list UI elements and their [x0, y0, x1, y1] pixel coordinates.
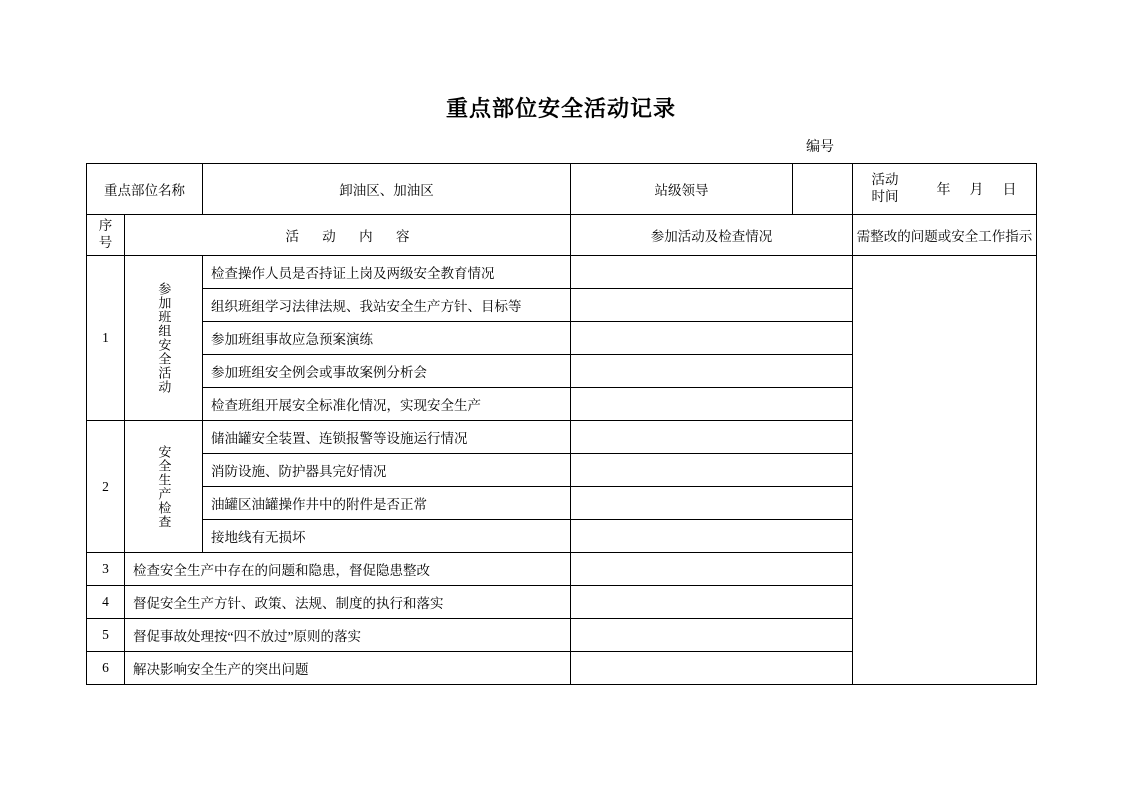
leader-label-cell: 站级领导 [571, 164, 793, 215]
column-index-header: 序 号 [87, 215, 125, 256]
activity-item-text: 接地线有无损坏 [203, 520, 571, 553]
page-title: 重点部位安全活动记录 [445, 96, 676, 121]
table-row [87, 256, 1037, 289]
participation-cell [571, 289, 853, 322]
row-number: 5 [87, 619, 125, 652]
activity-item-text: 检查操作人员是否持证上岗及两级安全教育情况 [203, 256, 571, 289]
location-label-cell: 重点部位名称 [87, 164, 203, 215]
column-participation-header: 参加活动及检查情况 [571, 215, 853, 256]
activity-item-text: 组织班组学习法律法规、我站安全生产方针、目标等 [203, 289, 571, 322]
column-content-header: 活 动 内 容 [125, 215, 571, 256]
activity-time-cell [853, 164, 1037, 215]
location-value-cell: 卸油区、加油区 [203, 164, 571, 215]
participation-cell [571, 256, 853, 289]
activity-item-text: 解决影响安全生产的突出问题 [125, 652, 571, 685]
row-number: 3 [87, 553, 125, 586]
activity-item-text: 参加班组安全例会或事故案例分析会 [203, 355, 571, 388]
row-number: 4 [87, 586, 125, 619]
activity-item-text: 检查班组开展安全标准化情况，实现安全生产 [203, 388, 571, 421]
safety-activity-record-table [86, 163, 1037, 685]
participation-cell [571, 520, 853, 553]
activity-time-label: 活动 时间 [871, 172, 899, 204]
column-header-row [87, 215, 1037, 256]
table-header-row [87, 164, 1037, 215]
participation-cell [571, 421, 853, 454]
activity-date-blank: 年 月 日 [936, 183, 1017, 198]
participation-cell [571, 487, 853, 520]
activity-item-text: 油罐区油罐操作井中的附件是否正常 [203, 487, 571, 520]
activity-item-text: 储油罐安全装置、连锁报警等设施运行情况 [203, 421, 571, 454]
leader-value-cell [793, 164, 853, 215]
activity-item-text: 督促事故处理按“四不放过”原则的落实 [125, 619, 571, 652]
group-1-number: 1 [87, 256, 125, 421]
column-issues-header: 需整改的问题或安全工作指示 [853, 215, 1037, 256]
group-2-label: 安全生产检查 [125, 421, 203, 553]
serial-number-label: 编号 [806, 140, 834, 155]
activity-item-text: 参加班组事故应急预案演练 [203, 322, 571, 355]
activity-item-text: 消防设施、防护器具完好情况 [203, 454, 571, 487]
participation-cell [571, 454, 853, 487]
group-1-label: 参加班组安全活动 [125, 256, 203, 421]
participation-cell [571, 619, 853, 652]
participation-cell [571, 652, 853, 685]
activity-item-text: 检查安全生产中存在的问题和隐患，督促隐患整改 [125, 553, 571, 586]
participation-cell [571, 586, 853, 619]
activity-item-text: 督促安全生产方针、政策、法规、制度的执行和落实 [125, 586, 571, 619]
participation-cell [571, 388, 853, 421]
participation-cell [571, 355, 853, 388]
participation-cell [571, 322, 853, 355]
group-2-number: 2 [87, 421, 125, 553]
row-number: 6 [87, 652, 125, 685]
participation-cell [571, 553, 853, 586]
issues-cell [853, 256, 1037, 685]
